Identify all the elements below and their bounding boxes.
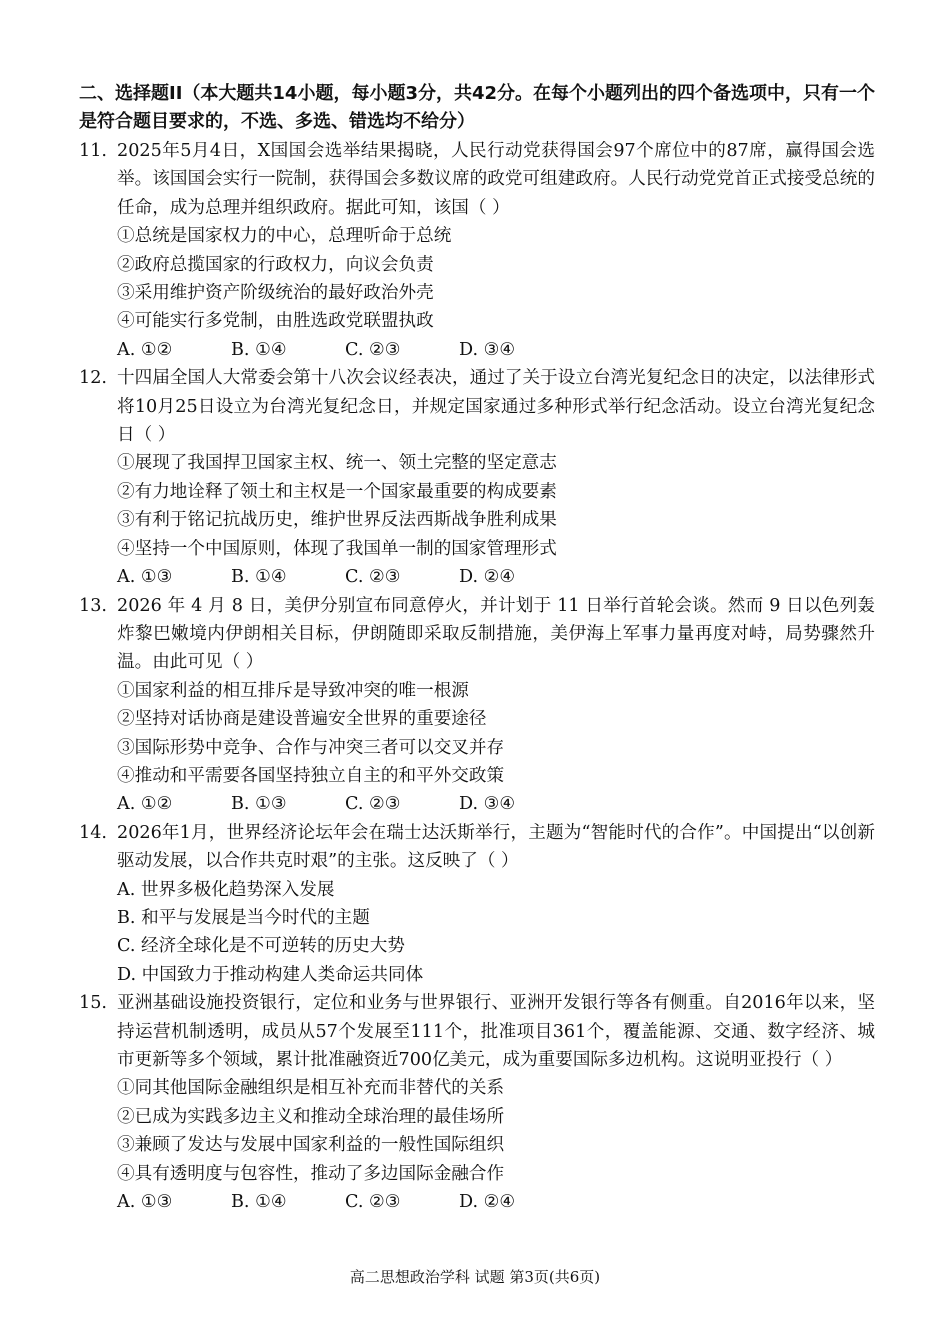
statement-2: ②有力地诠释了领土和主权是一个国家最重要的构成要素 xyxy=(117,481,557,502)
question-stem: 2025年5月4日，X国国会选举结果揭晓，人民行动党获得国会97个席位中的87席，赢得国会选举。该国国会实行一院制，获得国会多数议席的政党可组建政府。人民行动党党首正式接受总统的任命，成为总理并组织政府。据此可知，该国（ ） xyxy=(117,141,875,218)
question-13 xyxy=(0,592,950,819)
statement-2: ②坚持对话协商是建设普遍安全世界的重要途径 xyxy=(117,709,487,730)
option-c: C. 经济全球化是不可逆转的历史大势 xyxy=(117,936,405,957)
choice-a: A. ①③ xyxy=(117,567,173,588)
choice-a: A. ①② xyxy=(117,339,173,360)
statement-2: ②已成为实践多边主义和推动全球治理的最佳场所 xyxy=(117,1106,505,1127)
question-body xyxy=(117,819,875,989)
choice-d: D. ②④ xyxy=(459,1192,516,1213)
question-stem: 亚洲基础设施投资银行，定位和业务与世界银行、亚洲开发银行等各有侧重。自2016年以来，坚持运营机制透明，成员从57个发展至111个，批准项目361个，覆盖能源、交通、数字经济、城市更新等多个领域，累计批准融资近700亿美元，成为重要国际多边机构。这说明亚投行（ ） xyxy=(117,993,875,1070)
answer-choices xyxy=(117,790,875,818)
statement-4: ④推动和平需要各国坚持独立自主的和平外交政策 xyxy=(117,765,505,786)
choice-d: D. ②④ xyxy=(459,567,516,588)
choice-a: A. ①③ xyxy=(117,1192,173,1213)
statement-1: ①总统是国家权力的中心，总理听命于总统 xyxy=(117,226,452,247)
section-header: 二、选择题II（本大题共14小题，每小题3分，共42分。在每个小题列出的四个备选项中，只有一个是符合题目要求的，不选、多选、错选均不给分） xyxy=(79,83,876,133)
statement-1: ①同其他国际金融组织是相互补充而非替代的关系 xyxy=(117,1078,505,1099)
statement-1: ①展现了我国捍卫国家主权、统一、领土完整的坚定意志 xyxy=(117,453,557,474)
question-14 xyxy=(0,819,950,989)
answer-choices xyxy=(117,563,875,591)
option-a: A. 世界多极化趋势深入发展 xyxy=(117,879,335,900)
answer-choices xyxy=(117,1188,875,1216)
statement-3: ③国际形势中竞争、合作与冲突三者可以交叉并存 xyxy=(117,737,505,758)
choice-b: B. ①④ xyxy=(231,339,287,360)
statement-1: ①国家利益的相互排斥是导致冲突的唯一根源 xyxy=(117,680,469,701)
question-11 xyxy=(0,137,950,364)
question-body xyxy=(117,989,875,1216)
question-number: 15. xyxy=(79,993,107,1014)
question-15 xyxy=(0,989,950,1216)
statement-2: ②政府总揽国家的行政权力，向议会负责 xyxy=(117,254,434,275)
question-body xyxy=(117,364,875,591)
choice-b: B. ①④ xyxy=(231,1192,287,1213)
choice-b: B. ①④ xyxy=(231,567,287,588)
statement-4: ④坚持一个中国原则，体现了我国单一制的国家管理形式 xyxy=(117,538,557,559)
question-stem: 2026 年 4 月 8 日，美伊分别宣布同意停火，并计划于 11 日举行首轮会谈。然而 9 日以色列轰炸黎巴嫩境内伊朗相关目标，伊朗随即采取反制措施，美伊海上军事力量再度对峙，局势骤然升温。由此可见（ ） xyxy=(117,595,875,673)
option-b: B. 和平与发展是当今时代的主题 xyxy=(117,907,370,928)
question-number: 14. xyxy=(79,822,107,843)
choice-b: B. ①③ xyxy=(231,794,287,815)
option-d: D. 中国致力于推动构建人类命运共同体 xyxy=(117,964,424,985)
choice-c: C. ②③ xyxy=(345,1192,401,1213)
answer-choices xyxy=(117,336,875,364)
choice-d: D. ③④ xyxy=(459,794,516,815)
question-list xyxy=(0,137,950,1216)
question-stem: 2026年1月，世界经济论坛年会在瑞士达沃斯举行，主题为“智能时代的合作”。中国提出“以创新驱动发展，以合作共克时艰”的主张。这反映了（ ） xyxy=(117,822,875,872)
statement-3: ③采用维护资产阶级统治的最好政治外壳 xyxy=(117,283,434,304)
choice-a: A. ①② xyxy=(117,794,173,815)
statement-4: ④具有透明度与包容性，推动了多边国际金融合作 xyxy=(117,1163,505,1184)
statement-3: ③兼顾了发达与发展中国家利益的一般性国际组织 xyxy=(117,1135,505,1156)
statement-3: ③有利于铭记抗战历史，维护世界反法西斯战争胜利成果 xyxy=(117,510,557,531)
choice-c: C. ②③ xyxy=(345,794,401,815)
question-body xyxy=(117,137,875,364)
question-stem: 十四届全国人大常委会第十八次会议经表决，通过了关于设立台湾光复纪念日的决定，以法律形式将10月25日设立为台湾光复纪念日，并规定国家通过多种形式举行纪念活动。设立台湾光复纪念日（ ） xyxy=(117,368,875,446)
page-footer: 高二思想政治学科 试题 第3页(共6页) xyxy=(349,1268,601,1286)
question-number: 11. xyxy=(79,141,107,161)
question-number: 12. xyxy=(79,368,107,389)
choice-c: C. ②③ xyxy=(345,339,401,360)
choice-d: D. ③④ xyxy=(459,339,516,360)
statement-4: ④可能实行多党制，由胜选政党联盟执政 xyxy=(117,311,434,332)
question-number: 13. xyxy=(79,595,107,616)
choice-c: C. ②③ xyxy=(345,567,401,588)
question-12 xyxy=(0,364,950,591)
question-body xyxy=(117,592,875,819)
